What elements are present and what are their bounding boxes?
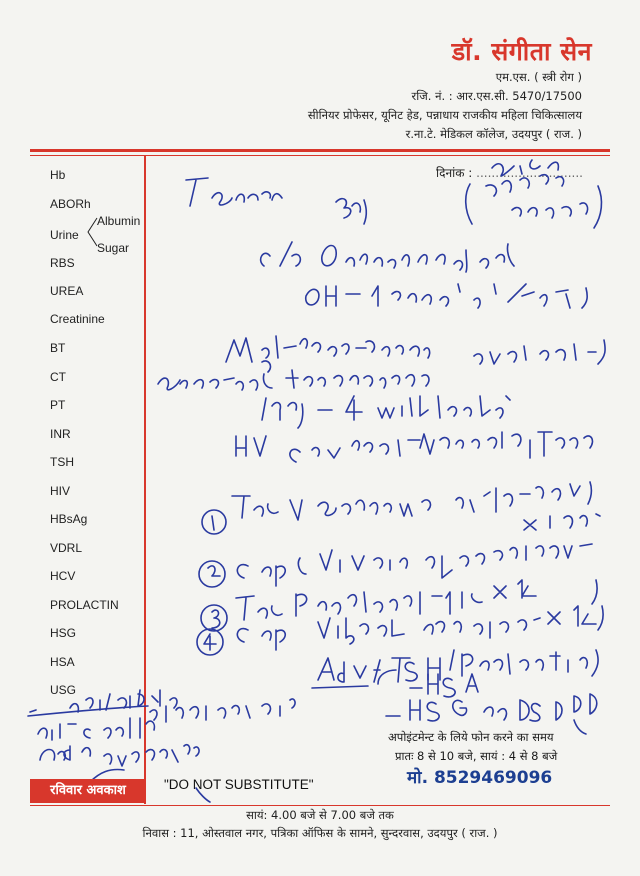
test-rbs: RBS: [50, 256, 75, 270]
test-ct: CT: [50, 370, 66, 384]
test-aborh: ABORh: [50, 197, 91, 211]
appointment-hours: प्रातः 8 से 10 बजे, सायं : 4 से 8 बजे: [395, 749, 558, 763]
qualification: एम.एस. ( स्त्री रोग ): [495, 70, 582, 84]
test-creatinine: Creatinine: [50, 312, 105, 326]
test-hb: Hb: [50, 168, 66, 182]
test-usg: USG: [50, 683, 77, 697]
evening-timing: सायं: 4.00 बजे से 7.00 बजे तक: [246, 808, 394, 822]
test-hsg: HSG: [50, 626, 77, 640]
test-hcv: HCV: [50, 569, 76, 583]
test-pt: PT: [50, 398, 66, 412]
test-urine-sugar: Sugar: [97, 241, 130, 255]
do-not-substitute: "DO NOT SUBSTITUTE": [164, 777, 314, 792]
appointment-call-time: अपोइंटमेन्ट के लिये फोन करने का समय: [388, 730, 554, 744]
test-tsh: TSH: [50, 455, 74, 469]
residence-address: निवास : 11, ओस्तवाल नगर, पत्रिका ऑफिस के सामने, सुन्दरवास, उदयपुर ( राज. ): [142, 826, 498, 840]
test-hsa: HSA: [50, 655, 75, 669]
date-label: दिनांक : ............................: [436, 166, 583, 180]
mobile-number: मो. 8529469096: [407, 768, 553, 788]
test-urine-albumin: Albumin: [97, 214, 141, 228]
footer-divider: [30, 805, 610, 806]
test-urine: Urine: [50, 228, 79, 242]
test-bt: BT: [50, 341, 66, 355]
test-vdrl: VDRL: [50, 541, 83, 555]
test-prolactin: PROLACTIN: [50, 598, 119, 612]
test-urea: UREA: [50, 284, 84, 298]
doctor-name: डॉ. संगीता सेन: [451, 37, 592, 66]
test-hbsag: HBsAg: [50, 512, 88, 526]
registration-number: रजि. नं. : आर.एस.सी. 5470/17500: [411, 89, 582, 103]
designation: सीनियर प्रोफेसर, यूनिट हेड, पन्नाधाय राजकीय महिला चिकित्सालय: [307, 108, 582, 122]
sunday-closed-badge: रविवार अवकाश: [30, 779, 146, 803]
test-hiv: HIV: [50, 484, 71, 498]
test-inr: INR: [50, 427, 71, 441]
college: र.ना.टे. मेडिकल कॉलेज, उदयपुर ( राज. ): [405, 127, 582, 141]
